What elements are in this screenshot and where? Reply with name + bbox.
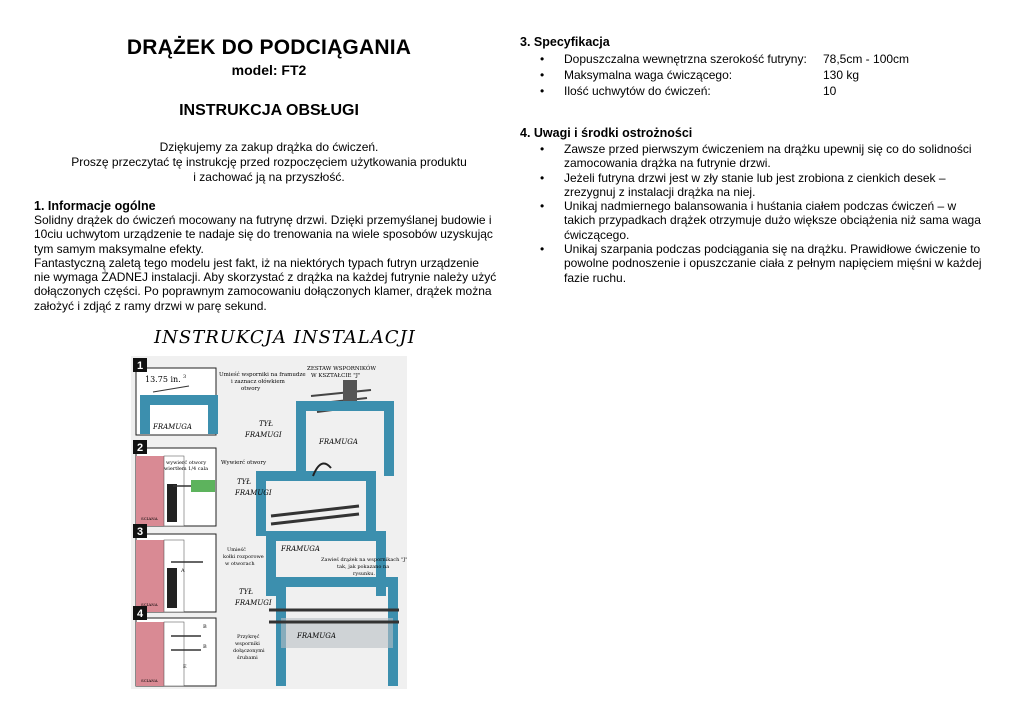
note-text: kołki rozporowe — [223, 554, 264, 560]
bullet: • — [540, 68, 545, 82]
bullet: • — [540, 142, 545, 156]
warning-line: zamocowania drążka na futrynie drzwi. — [564, 156, 771, 171]
framuga-label: FRAMUGA — [297, 632, 336, 640]
installation-diagram — [131, 356, 407, 689]
note-text: Wywierć otwory — [221, 460, 267, 466]
framugi-label: FRAMUGI — [245, 431, 282, 439]
drill — [191, 480, 215, 492]
framuga-label: FRAMUGA — [319, 438, 358, 446]
tyl-label: TYŁ — [239, 588, 253, 596]
spec-value: 78,5cm - 100cm — [823, 52, 910, 66]
warning-item — [520, 171, 1000, 200]
intro-text — [34, 140, 504, 185]
spec-list — [520, 51, 1000, 99]
paragraph-line: dołączonych części. Po poprawnym zamocowaniu dołączonych klamer, drążek można — [34, 284, 492, 299]
installation-illustration — [131, 356, 407, 689]
note-text: śrubami — [237, 655, 258, 661]
paragraph-line: 10ciu uchwytom urządzenie te nadaje się do trenowania na wiele sposobów uzyskując — [34, 227, 493, 242]
section-general-heading: 1. Informacje ogólne — [34, 199, 156, 213]
step-number: 4 — [136, 608, 144, 620]
intro-line: Proszę przeczytać tę instrukcję przed rozpoczęciem użytkowania produktu — [71, 155, 467, 169]
intro-line: Dziękujemy za zakup drążka do ćwiczeń. — [159, 140, 379, 154]
warning-item — [520, 199, 1000, 242]
bullet: • — [540, 170, 545, 185]
kit-label: W KSZTAŁCIE "J" — [311, 373, 361, 379]
warning-line: Unikaj szarpania podczas podciągania się na drążku. Prawidłowe ćwiczenie to — [564, 242, 981, 257]
spec-label: Ilość uchwytów do ćwiczeń: — [564, 84, 711, 98]
spec-row — [520, 51, 1000, 67]
framuga-label: FRAMUGA — [281, 545, 320, 553]
measurement-label: 13.75 in. — [145, 375, 181, 384]
frame-edge — [164, 622, 184, 686]
note-text: wsporniki — [235, 641, 260, 647]
warning-line: Unikaj nadmiernego balansowania i huśtania ciałem podczas ćwiczeń – w — [564, 199, 957, 214]
warning-line: zrezygnuj z instalacji drążka na niej. — [564, 184, 756, 199]
spec-label: Dopuszczalna wewnętrzna szerokość futryny: — [564, 52, 807, 66]
warning-line: ćwiczącego. — [564, 227, 630, 242]
step-number: 2 — [136, 442, 144, 454]
spec-row — [520, 83, 1000, 99]
section-spec-heading: 3. Specyfikacja — [520, 35, 610, 49]
note-text: dołączonymi — [233, 648, 265, 654]
note-text: i zaznacz ołówkiem — [231, 379, 285, 385]
tyl-label: TYŁ — [237, 478, 251, 486]
wall-strip — [136, 622, 164, 686]
bracket-dark — [167, 568, 177, 608]
warning-line: Jeżeli futryna drzwi jest w zły stanie lub jest zrobiona z cienkich desek – — [564, 170, 946, 185]
paragraph-line: Fantastyczną zaletą tego modelu jest fakt, iż na niektórych typach futryn urządzenie — [34, 255, 479, 270]
warning-line: powolne podnoszenie i opuszczanie ciała z pełnym napięciem mięśni w każdej — [564, 256, 982, 271]
paragraph-line: tym samym maksymalne efekty. — [34, 241, 204, 256]
intro-line: i zachować ją na przyszłość. — [193, 170, 345, 184]
section-warnings-heading: 4. Uwagi i środki ostrożności — [520, 126, 693, 140]
warning-line: Zawsze przed pierwszym ćwiczeniem na drążku upewnij się co do solidności — [564, 142, 972, 156]
wall-label: SCIANA — [141, 602, 158, 607]
paragraph-line: nie wymaga ŻADNEJ instalacji. Aby skorzystać z drążka na każdej futrynie należy użyć — [34, 270, 497, 285]
framugi-label: FRAMUGI — [235, 599, 272, 607]
bracket-dark — [167, 484, 177, 522]
part-label: A — [181, 568, 185, 574]
framuga-label: FRAMUGA — [153, 423, 192, 431]
note-text: otwory — [241, 386, 261, 392]
warnings-list — [520, 142, 1000, 285]
note-text: Przykręć — [237, 634, 260, 640]
installation-title: INSTRUKCJA INSTALACJI — [154, 327, 416, 348]
spec-value: 130 kg — [823, 68, 860, 82]
spec-row — [520, 67, 1000, 83]
framugi-label: FRAMUGI — [235, 489, 272, 497]
note-text: w otworach — [225, 561, 255, 567]
measurement-sup: 3 — [183, 374, 187, 380]
warning-item — [520, 142, 1000, 171]
kit-label: ZESTAW WSPORNIKÓW — [307, 366, 377, 372]
page-title: DRĄŻEK DO PODCIĄGANIA — [126, 36, 412, 59]
note-text: Zawieś drążek na wspornikach "J" — [321, 557, 407, 563]
wall-label: SCIANA — [141, 678, 158, 683]
note-text: rysunku. — [353, 571, 376, 577]
part-label: B — [203, 624, 207, 630]
wall-label: SCIANA — [141, 516, 158, 521]
warning-item — [520, 242, 1000, 285]
step-number: 1 — [136, 360, 144, 372]
model-label: model: FT2 — [231, 62, 307, 78]
instructions-title: INSTRUKCJA OBSŁUGI — [179, 102, 359, 119]
tyl-label: TYŁ — [259, 420, 273, 428]
section-general-text — [34, 213, 514, 313]
warning-line: fazie ruchu. — [564, 270, 627, 285]
spec-label: Maksymalna waga ćwiczącego: — [564, 68, 733, 82]
spec-value: 10 — [823, 84, 837, 98]
part-label: B — [203, 644, 207, 650]
bullet: • — [540, 52, 545, 66]
bullet: • — [540, 84, 545, 98]
warning-line: takich przypadkach drążek otrzymuje dużo większe obciążenia niż sama waga — [564, 213, 981, 228]
paragraph-line: Solidny drążek do ćwiczeń mocowany na futrynę drzwi. Dzięki przemyślanej budowie i — [34, 213, 492, 227]
pullup-bar — [271, 506, 359, 524]
bullet: • — [540, 242, 545, 257]
note-text: wywierć otwory — [166, 460, 207, 466]
note-text: tak, jak pokazano na — [337, 564, 390, 570]
part-label: E — [183, 664, 187, 670]
bullet: • — [540, 199, 545, 214]
note-text: wiertłem 1/4 cala — [164, 466, 209, 472]
note-text: Umieść wsporniki na framudze — [219, 372, 306, 378]
note-text: Umieść — [227, 547, 246, 553]
paragraph-line: założyć i zdjąć z ramy drzwi w parę sekund. — [34, 298, 267, 313]
step-number: 3 — [136, 526, 144, 538]
